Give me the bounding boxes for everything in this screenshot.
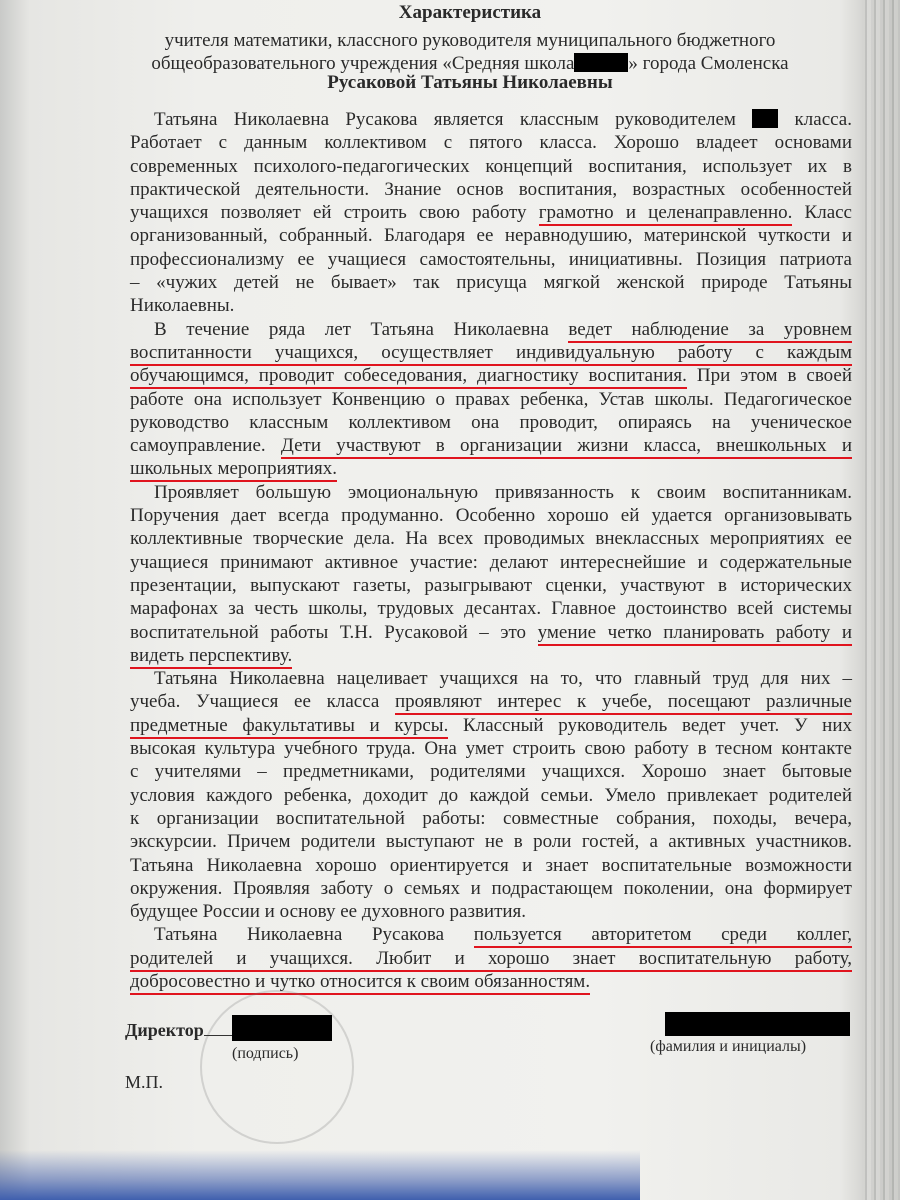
text-segment: воспитательной работы Т.Н. Русаковой – это [130, 621, 538, 643]
text-line [130, 364, 852, 387]
text-segment: учащиеся принимают активное участие: делают интереснейшие и содержательные [130, 551, 852, 573]
document-title: Характеристика [398, 2, 542, 23]
text-line [130, 411, 852, 434]
text-line [130, 644, 852, 667]
text-line [130, 667, 852, 690]
text-line [130, 341, 852, 364]
text-segment: учащихся позволяет ей строить свою работу [130, 202, 539, 224]
underlined-text: родителей и учащихся. Любит и хорошо знает воспитательную работу, [130, 948, 852, 972]
name-caption: (фамилия и инициалы) [650, 1038, 807, 1055]
text-segment: Поручения дает всегда продуманно. Особенно хорошо ей удается организовывать [130, 505, 852, 527]
text-segment: Проявляет большую эмоциональную привязанность к своим воспитанникам. [154, 481, 852, 503]
text-line [130, 388, 852, 411]
underlined-text: Дети участвуют в организации жизни класса, внешкольных и [281, 435, 852, 459]
text-segment: работе она использует Конвенцию о правах ребенка, Устав школы. Педагогическое [130, 388, 852, 410]
text-segment: учеба. Учащиеся ее класса [130, 691, 395, 713]
text-line [130, 178, 852, 201]
text-line [130, 481, 852, 504]
text-line [130, 714, 852, 737]
director-label-text: Директор [125, 1020, 204, 1040]
text-segment: практической деятельности. Знание основ воспитания, возрастных особенностей [130, 178, 852, 200]
text-segment: экскурсии. Причем родители выступают не в роли гостей, а активных участников. [130, 831, 852, 853]
text-segment: Классный руководитель ведет учет. У них [448, 714, 852, 736]
seal-stamp [200, 990, 354, 1144]
text-segment: к организации воспитательной работы: совместные собрания, походы, вечера, [130, 807, 852, 829]
text-segment: условия каждого ребенка, доходит до каждой семьи. Умело привлекает родителей [130, 784, 852, 806]
redaction-box [574, 53, 628, 72]
signature-redaction [232, 1015, 332, 1041]
underlined-text: обучающимся, проводит собеседования, диагностику воспитания. [130, 365, 687, 389]
text-segment: окружения. Проявляя заботу о семьях и подрастающем поколении, она формирует [130, 877, 852, 899]
underlined-text: пользуется авторитетом среди коллег, [474, 924, 852, 948]
text-line [130, 201, 852, 224]
text-line [130, 830, 852, 853]
underlined-text: школьных мероприятиях. [130, 458, 337, 482]
text-segment: организованный, собранный. Благодаря ее неравнодушию, материнской чуткости и [130, 225, 852, 247]
text-segment: презентации, выпускают газеты, разыгрывают сценки, участвуют в исторических [130, 574, 852, 596]
text-line [130, 131, 852, 154]
text-line [130, 318, 852, 341]
text-line [130, 457, 852, 480]
seal-label: М.П. [125, 1072, 164, 1092]
text-line [130, 527, 852, 550]
paper-stack-edge [862, 0, 900, 1200]
text-segment: класса. [778, 109, 852, 130]
name-redaction [665, 1012, 850, 1036]
text-line [130, 224, 852, 247]
text-line [130, 621, 852, 644]
subtitle-part-b: » города Смоленска [628, 53, 789, 74]
text-line [130, 900, 852, 923]
text-line [130, 877, 852, 900]
redaction-box [752, 109, 778, 128]
text-segment: будущее России и основу ее духовного развития. [130, 901, 527, 923]
text-segment: современных психолого-педагогических концепций воспитания, использует их в [130, 155, 852, 177]
underlined-text: ведет наблюдение за уровнем [568, 319, 852, 343]
text-line [130, 294, 852, 317]
text-segment: с учителями – предметниками, родителями учащихся. Хорошо знает бытовые [130, 761, 852, 783]
underlined-text: умение четко планировать работу и [538, 622, 852, 646]
text-line [130, 760, 852, 783]
signature-caption: (подпись) [232, 1045, 299, 1062]
blue-folder [0, 1150, 640, 1200]
text-segment: Татьяна Николаевна Русакова является классным руководителем [154, 109, 753, 130]
text-line [130, 737, 852, 760]
text-segment: При этом в своей [686, 365, 853, 387]
text-segment: самоуправление. [130, 435, 281, 457]
text-segment: коллективные творческие дела. На всех проводимых внеклассных мероприятиях ее [130, 528, 852, 550]
text-segment: Николаевны. [130, 295, 235, 317]
document-subtitle-line1: учителя математики, классного руководителя муниципального бюджетного [164, 30, 776, 51]
text-segment: высокая культура учебного труда. Она умет строить свою работу в тесном контакте [130, 738, 852, 760]
text-segment: Класс [792, 202, 852, 224]
text-line [130, 807, 852, 830]
text-segment: профессионализму ее учащиеся самостоятельны, инициативны. Позиция патриота [130, 248, 852, 270]
underlined-text: добросовестно и чутко относится к своим обязанностям. [130, 971, 590, 995]
text-line [130, 784, 852, 807]
person-name: Русаковой Татьяны Николаевны [327, 72, 613, 93]
text-line [130, 248, 852, 271]
underlined-text: проявляют интерес к учебе, посещают различные [395, 691, 852, 715]
text-line [130, 690, 852, 713]
text-segment: – «чужих детей не бывает» так присуща мягкой женской природе Татьяны [130, 272, 852, 294]
text-line [130, 155, 852, 178]
underlined-text: воспитанности учащихся, осуществляет индивидуальную работу с каждым [130, 342, 852, 366]
text-line [130, 271, 852, 294]
text-segment: руководство классным коллективом она проводит, опираясь на ученическое [130, 411, 852, 433]
text-segment: марафонах за честь школы, трудовых десантах. Главное достоинство всей системы [130, 598, 852, 620]
underlined-text: видеть перспективу. [130, 645, 292, 669]
text-line [130, 551, 852, 574]
text-segment: Работает с данным коллективом с пятого класса. Хорошо владеет основами [130, 132, 852, 154]
subtitle-part-a: общеобразовательного учреждения «Средняя школа [151, 53, 575, 74]
text-line [130, 574, 852, 597]
text-line [130, 434, 852, 457]
text-line [130, 854, 852, 877]
text-segment: Татьяна Николаевна Русакова [154, 924, 474, 946]
underlined-text: грамотно и целенаправленно. [539, 202, 793, 226]
document-body [130, 108, 852, 993]
text-line [130, 970, 852, 993]
text-segment: Татьяна Николаевна хорошо ориентируется и знает воспитательные возможности [130, 854, 852, 876]
text-segment: В течение ряда лет Татьяна Николаевна [154, 318, 569, 340]
text-line [130, 108, 852, 131]
text-line [130, 504, 852, 527]
text-segment: Татьяна Николаевна нацеливает учащихся на то, что главный труд для них – [154, 668, 852, 690]
text-line [130, 597, 852, 620]
underlined-text: предметные факультативы и курсы. [130, 715, 448, 739]
text-line [130, 947, 852, 970]
text-line [130, 923, 852, 946]
